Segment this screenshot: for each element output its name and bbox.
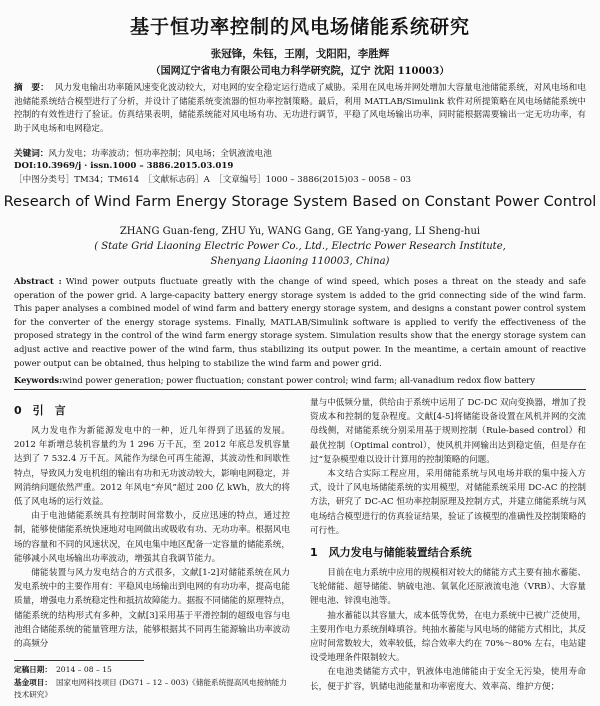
left-column: [14, 396, 290, 651]
keywords-en-label: Keywords:: [14, 375, 63, 385]
section-0-paragraph-1: 风力发电作为新能源发电中的一种，近几年得到了迅猛的发展。2012 年新增总装机容量约为 1 296 万千瓦，至 2012 年底总发机容量达到了 7 532.4 万千瓦。风能作为绿色可再生能源，其波动性和间歇性特点，导致风力发电机组的输出有功和无功波动较大，影响电网稳定，并网消纳问题依然严重。2012 年风电“弃风”超过 200 亿 kWh，放大的将低了风电场的运行效益。: [14, 426, 290, 508]
received-date: 2014 – 08 – 15: [55, 665, 112, 674]
section-1-paragraph-1: 目前在电力系统中应用的规模相对较大的储能方式主要有抽水蓄能、飞轮储能、超导储能、钠硫电池、氧氧化还原液流电池（VRB）、大容量锂电池、锌溴电池等。: [310, 568, 586, 607]
footnote-fund: [14, 677, 290, 701]
paper-title-en: Research of Wind Farm Energy Storage System Based on Constant Power Control: [3, 193, 597, 210]
affiliation-cn: （国网辽宁省电力有限公司电力科学研究院，辽宁 沈阳 110003）: [150, 66, 450, 77]
right-paragraph-continued: 量与中低频分量，供给由于系统中运用了 DC-DC 双向变换器，增加了投资成本和控制的复杂程度。文献[4-5]将储能设备设置在风机并网的交流母线侧，对储能系统分别采用基于规则控制（Rule-based control）和最优控制（Optimal control），使风机并网输出达到稳定值，但是存在过“复杂模型难以设计计算用的控制策略的问题。: [310, 398, 586, 465]
right-column: [310, 396, 586, 694]
abstract-cn-text: 风力发电输出功率随风速变化波动较大，对电网的安全稳定运行造成了威胁。采用在风电场并网处增加大容量电池储能系统，对风电场和电池储能系统结合模型进行了分析，并设计了储能系统变流器的恒功率控制策略。最后，利用 MATLAB/Simulink 软件对所提策略在风电场储能系统中控制的有效性进行了验证。仿真结果表明，储能系统能对风电场有功、无功进行调节，平稳了风电场输出功率，同时能根据需要输出一定无功功率，有助于风电场和电网稳定。: [14, 83, 586, 134]
section-1-paragraph-2: 抽水蓄能以其容量大，成本低等优势，在电力系统中已被广泛使用，主要用作电力系统削峰填谷。纯抽水蓄能与风电场的储能方式相比，其反应时间常数较大，效率较低，综合效率大约在 70%～80% 左右，电站建设受地理条件限制较大。: [310, 610, 586, 664]
abstract-en-label: Abstract :: [14, 276, 62, 286]
section-divider: [14, 389, 586, 390]
affiliation-en-line2: Shenyang Liaoning 110003, China): [210, 256, 390, 267]
abstract-en-text: Wind power outputs fluctuate greatly with the change of wind speed, which poses a threat on the steady and safe operation of the power grid. A large-capacity battery energy storage system is added to the grid connecting side of the wind farm. This paper analyses a combined model of wind farm and battery energy storage system, and designs a constant power control system for the converter of the energy storage systems. Finally, MATLAB/Simulink software is applied to verify the effectiveness of the proposed strategy in the control of the wind farm energy storage system. Simulation results show that the energy storage system can adjust active and reactive power of the wind farm, thus stabilizing its output power. In the meantime, a certain amount of reactive power output can be obtained, thus helping to stabilize the wind farm and power grid.: [14, 276, 586, 368]
footnote-received: [14, 664, 290, 676]
footnote-rule: [14, 660, 144, 661]
abstract-cn-label: 摘 要：: [14, 83, 49, 93]
received-label: 定稿日期：: [14, 665, 52, 674]
paper-title-cn: 基于恒功率控制的风电场储能系统研究: [129, 16, 470, 38]
right-paragraph-2: 本文结合实际工程应用，采用储能系统与风电场并联的集中接入方式，设计了风电场储能系统的实用模型，对储能系统采用 DC-AC 的控制方法，研究了 DC-AC 恒功率控制原理及控制方式，并建立储能系统与风电场结合模型进行的仿真验证结果，验证了该模型的准确性及控制策略的可行性。: [310, 469, 586, 536]
section-1-paragraph-3: 在电池类储能方式中，钒液体电池储能由于安全无污染，使用寿命长，便于扩容，钒储电池能量和功率密度大、效率高、维护方便；: [310, 667, 586, 692]
keywords-en: [14, 374, 586, 387]
authors-en: ZHANG Guan-feng, ZHU Yu, WANG Gang, GE Yang-yang, LI Sheng-hui: [119, 226, 481, 237]
fund-text: 国家电网科技项目 (DG71 – 12 – 003)《储能系统提高风电接纳能力技术研究》: [14, 678, 287, 699]
section-0-paragraph-2: 由于电池储能系统具有控制时间常数小，反应迅速的特点，通过控制，能够使储能系统快速地对电网做出或吸收有功、无功功率。根据风电场的容量和不同的风速状况，在风电集中地区配备一定容量的储能系统，能够减小风电场输出功率波动，增强其自我调节能力。: [14, 511, 290, 564]
authors-cn: 张冠锋，朱钰，王刚，戈阳阳，李胜辉: [210, 48, 390, 60]
section-0-paragraph-3: 储能装置与风力发电结合的方式很多，文献[1-2]对储能系统在风力发电系统中的主要作用有：平稳风电场输出到电网的有功功率，提高电能质量，增强电力系统稳定性和抵抗故障能力。据报不同储能的原理特点，储能系统的结构形式有多种，文献[3]采用基于平滑控制的超级电容与电池组合储能系统的能量管理方法，能够根据其不同再生能源输出功率波动的高频分: [14, 568, 290, 650]
classification-line: ［中图分类号］TM34；TM614 ［文献标志码］A ［文章编号］1000 – 3886(2015)03 – 0058 – 03: [14, 175, 412, 185]
affiliation-en-line1: ( State Grid Liaoning Electric Power Co., Ltd., Electric Power Research Institute,: [94, 241, 506, 252]
fund-label: 基金项目：: [14, 678, 52, 687]
keywords-cn-label: 关键词：: [14, 149, 49, 159]
abstract-cn: [14, 82, 586, 136]
section-1-heading: 1 风力发电与储能装置结合系统: [310, 546, 472, 560]
keywords-cn-text: 风力发电；功率波动；恒功率控制；风电场；全钒液流电池: [48, 149, 272, 159]
doi: DOI:10.3969/j · issn.1000 – 3886.2015.03.019: [14, 161, 234, 171]
keywords-en-text: wind power generation; power fluctuation; constant power control; wind farm; all-vanadium redox flow battery: [62, 375, 536, 385]
section-0-heading: 0 引 言: [14, 404, 66, 417]
abstract-en: [14, 275, 586, 370]
